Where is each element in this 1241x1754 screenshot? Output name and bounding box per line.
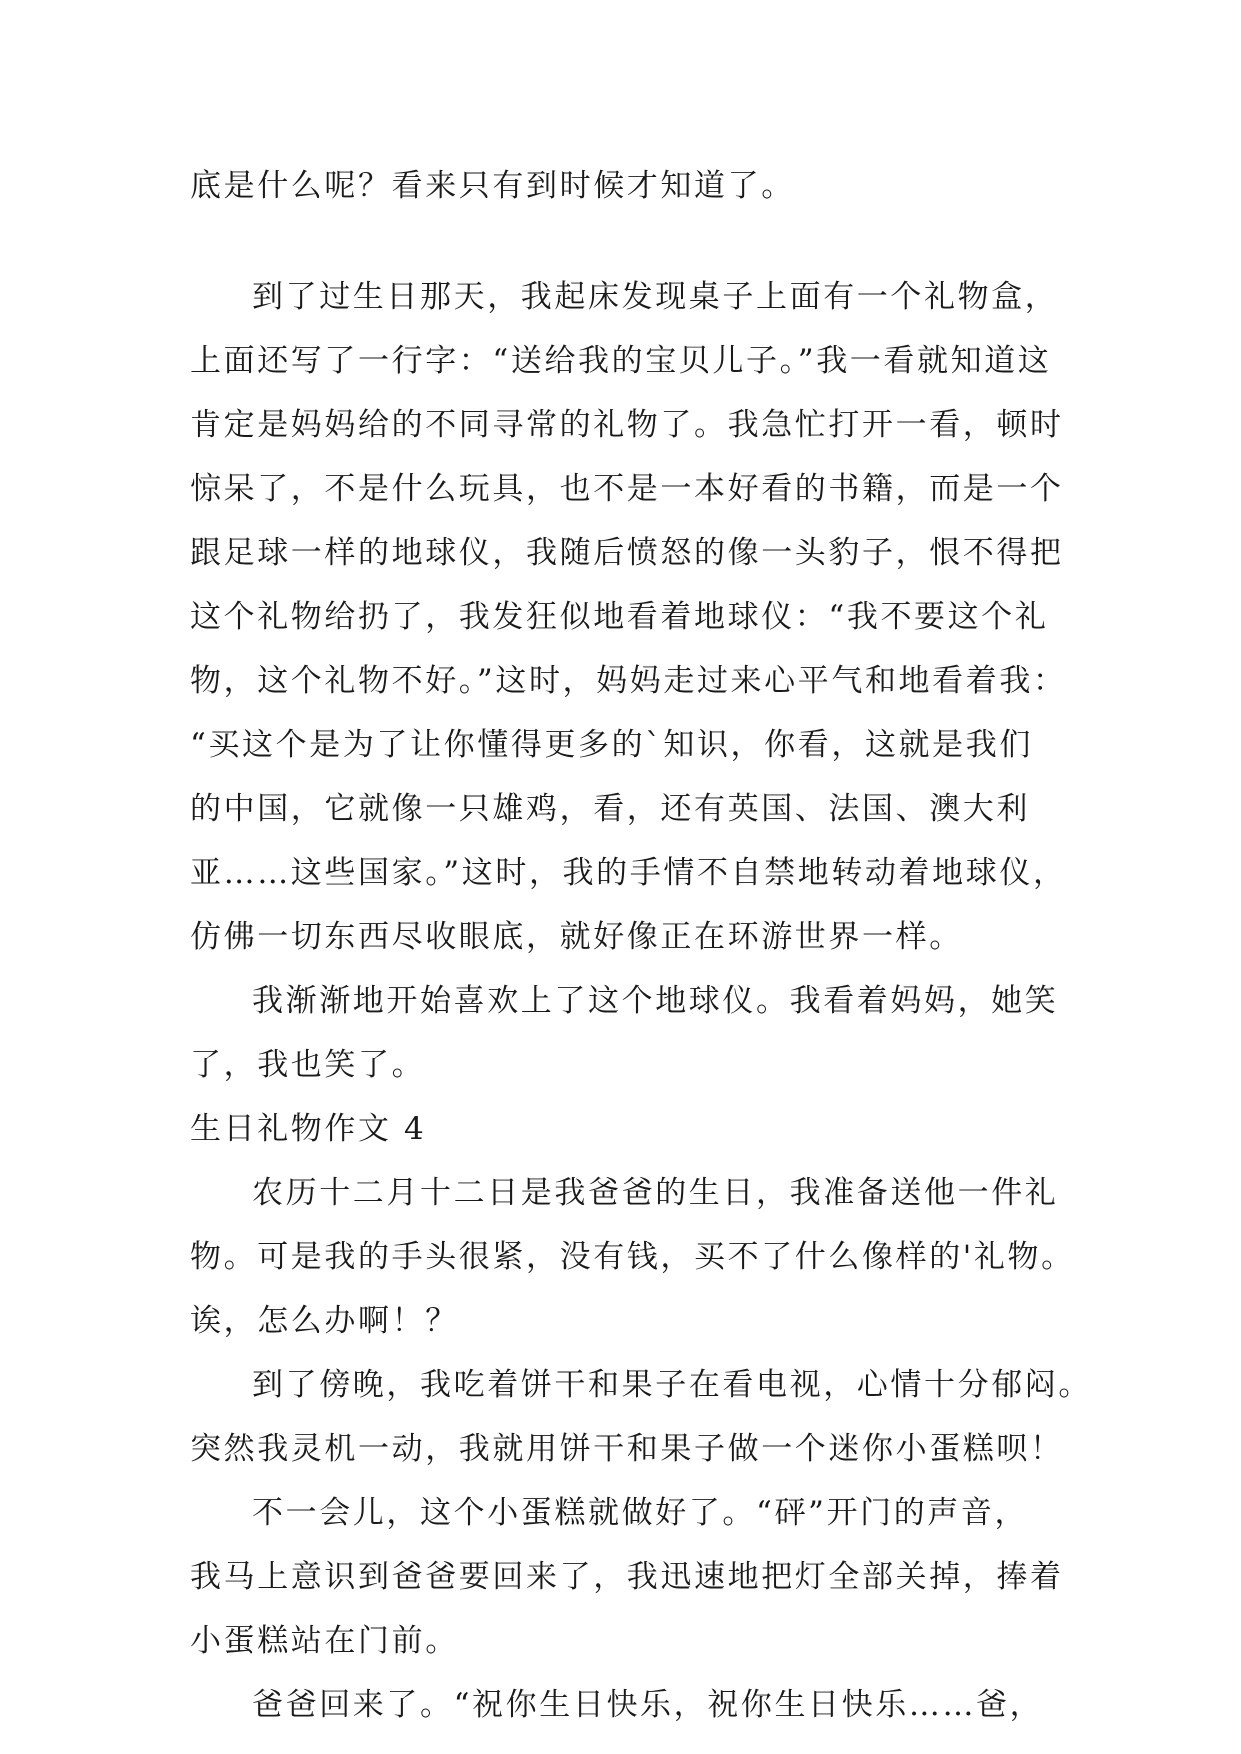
text-line: 上面还写了一行字：“送给我的宝贝儿子。”我一看就知道这 [190,343,1052,379]
text-line: 诶，怎么办啊！？ [190,1303,459,1339]
text-line: 小蛋糕站在门前。 [190,1623,459,1659]
paragraph-first-line: 爸爸回来了。“祝你生日快乐，祝你生日快乐……爸， [252,1687,1044,1723]
text-line: 这个礼物给扔了，我发狂似地看着地球仪：“我不要这个礼 [190,599,1049,635]
paragraph-first-line: 我渐渐地开始喜欢上了这个地球仪。我看着妈妈，她笑 [252,983,1059,1019]
text-line: 的中国，它就像一只雄鸡，看，还有英国、法国、澳大利 [190,791,1030,827]
text-line: 我马上意识到爸爸要回来了，我迅速地把灯全部关掉，捧着 [190,1559,1064,1595]
text-line: 突然我灵机一动，我就用饼干和果子做一个迷你小蛋糕呗！ [190,1431,1064,1467]
text-line: 了，我也笑了。 [190,1047,426,1083]
paragraph-first-line: 不一会儿，这个小蛋糕就做好了。“砰”开门的声音， [252,1495,1029,1531]
text-line: 底是什么呢？看来只有到时候才知道了。 [190,168,795,204]
text-line: 物，这个礼物不好。”这时，妈妈走过来心平气和地看着我： [190,663,1067,699]
paragraph-first-line: 农历十二月十二日是我爸爸的生日，我准备送他一件礼 [252,1175,1059,1211]
text-line: 跟足球一样的地球仪，我随后愤怒的像一头豹子，恨不得把 [190,535,1064,571]
text-line: “买这个是为了让你懂得更多的`知识，你看，这就是我们 [190,727,1033,763]
text-line: 亚……这些国家。”这时，我的手情不自禁地转动着地球仪， [190,855,1067,891]
paragraph-first-line: 到了傍晚，我吃着饼干和果子在看电视，心情十分郁闷。 [252,1367,1092,1403]
text-line: 肯定是妈妈给的不同寻常的礼物了。我急忙打开一看，顿时 [190,407,1064,443]
text-line: 物。可是我的手头很紧，没有钱，买不了什么像样的'礼物。 [190,1239,1075,1275]
paragraph-first-line: 到了过生日那天，我起床发现桌子上面有一个礼物盒， [252,279,1059,315]
text-line: 仿佛一切东西尽收眼底，就好像正在环游世界一样。 [190,919,963,955]
section-heading: 生日礼物作文 4 [190,1111,427,1147]
text-line: 惊呆了，不是什么玩具，也不是一本好看的书籍，而是一个 [190,471,1064,507]
